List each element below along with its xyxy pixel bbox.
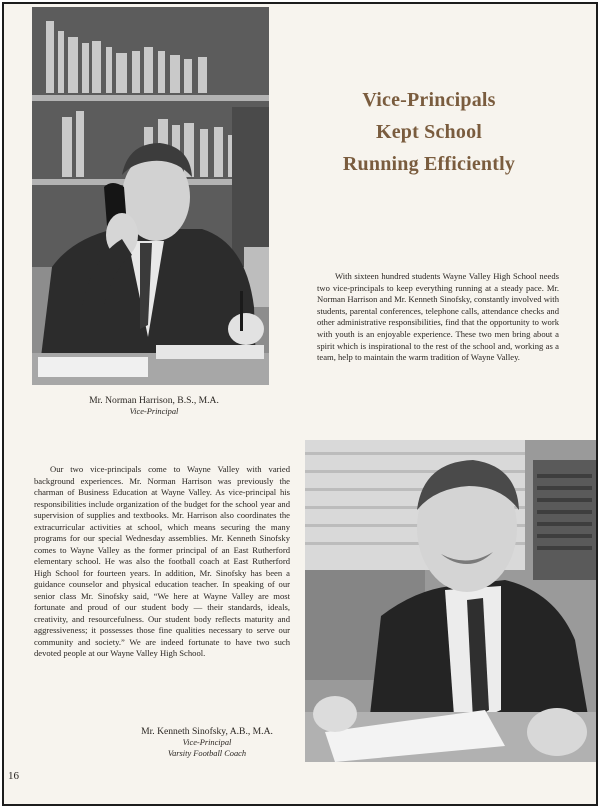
harrison-photo xyxy=(32,7,269,385)
sinofsky-photo xyxy=(305,440,596,762)
harrison-name: Mr. Norman Harrison, B.S., M.A. xyxy=(89,395,219,406)
sinofsky-caption xyxy=(108,726,306,759)
page-number: 16 xyxy=(8,770,19,782)
page-heading xyxy=(284,84,574,180)
heading-line-2: Kept School xyxy=(375,121,483,143)
sinofsky-role: Vice-Principal xyxy=(182,738,232,747)
yearbook-page xyxy=(2,2,598,806)
sinofsky-photo-graphic xyxy=(305,440,596,762)
heading-line-3: Running Efficiently xyxy=(342,153,516,175)
intro-paragraph: With sixteen hundred students Wayne Valley High School needs two vice-principals to keep everything running at a steady pace. Mr. Norman Harrison and Mr. Kenneth Sinofsky, constantly involved with students, parental conferences, telephone calls, attendance checks and other administrative responsibilities, find that the opportunity to work with youth is an enjoyable experience. These two men bring about a spirit which is inspirational to the rest of the school and, working as a team, help to maintain the warm tradition of Wayne Valley. xyxy=(317,271,559,363)
harrison-role: Vice-Principal xyxy=(129,407,179,416)
sinofsky-coach-role: Varsity Football Coach xyxy=(167,748,247,758)
body-paragraph: Our two vice-principals come to Wayne Valley with varied background experiences. Mr. Norman Harrison was previously the charman of Business Education at Wayne Valley. As vice-principal his responsibilities include organization of the budget for the school year and supervision of supplies and textbooks. Mr. Harrison also coordinates the extracurricular activities at school, which means securing the many programs for our special Wednesday assemblies. Mr. Kenneth Sinofsky comes to Wayne Valley as the former principal of an East Rutherford elementary school. He was also the football coach at East Rutherford High School for fourteen years. In addition, Mr. Sinofsky has been a guidance counselor and physical education teacher. In speaking of our senior class Mr. Sinofsky said, “We here at Wayne Valley are most fortunate and proud of our student body — their standards, ideals, creativity, and resourcefulness. Our student body reflects maturity and aggressiveness; it possesses those fine qualities necessary to serve our community and society.” We are indeed fortunate to have two such devoted people at our Wayne Valley High School. xyxy=(34,464,290,658)
sinofsky-name: Mr. Kenneth Sinofsky, A.B., M.A. xyxy=(141,726,273,737)
harrison-photo-graphic xyxy=(32,7,269,385)
heading-line-1: Vice-Principals xyxy=(362,89,496,111)
harrison-caption xyxy=(34,395,274,418)
